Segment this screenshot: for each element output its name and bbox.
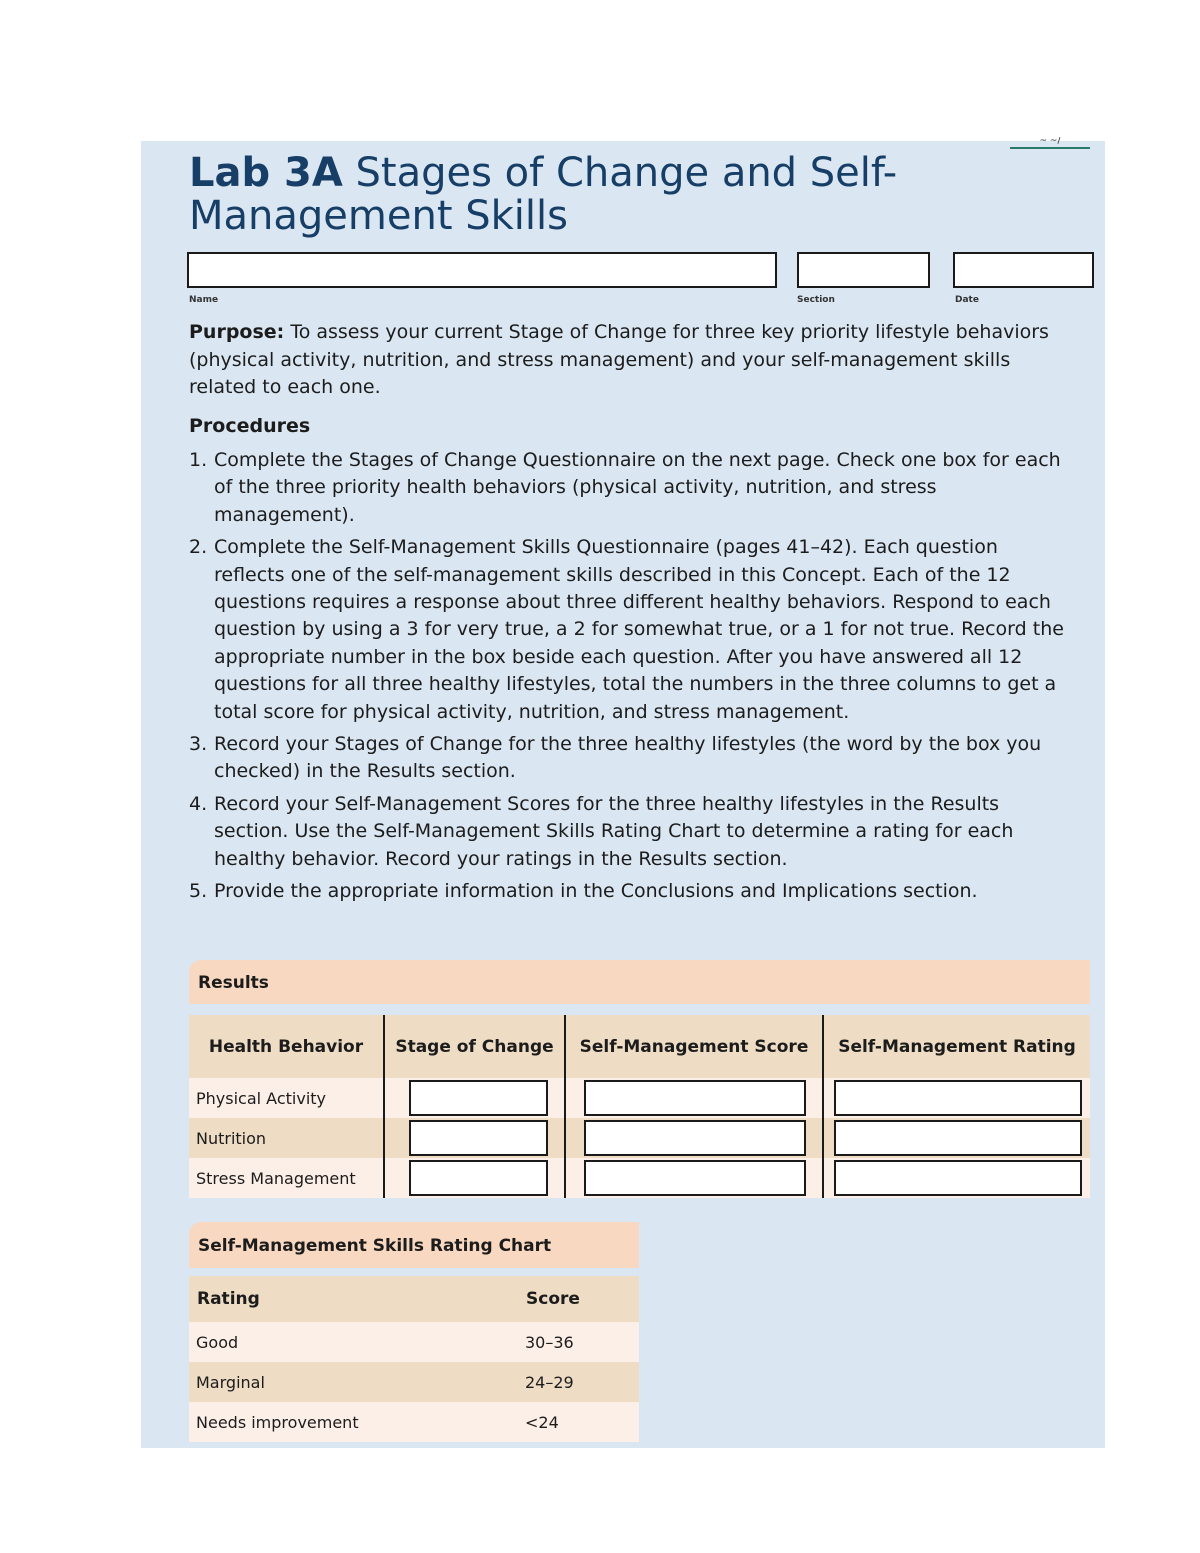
self-management-rating-input[interactable]: [834, 1160, 1082, 1196]
page-title: [189, 152, 1069, 238]
score-cell: <24: [518, 1402, 639, 1442]
self-management-score-input[interactable]: [584, 1080, 806, 1116]
procedure-step: 2. Complete the Self-Management Skills Questionnaire (pages 41–42). Each question reflects one of the self-management skills described in this Concept. Each of the 12 questions requires a response about three different healthy behaviors. Respond to each question by using a 3 for very true, a 2 for somewhat true, or a 1 for not true. Record the appropriate number in the box beside each question. After you have answered all 12 questions for all three healthy lifestyles, total the numbers in the three columns to get a total score for physical activity, nutrition, and stress management.: [189, 536, 1064, 723]
procedure-step-text: Complete the Self-Management Skills Questionnaire (pages 41–42). Each question reflects one of the self-management skills described in this Concept. Each of the 12 questions requires a response about three different healthy behaviors. Respond to each question by using a 3 for very true, a 2 for somewhat true, or a 1 for not true. Record the appropriate number in the box beside each question. After you have answered all 12 questions for all three healthy lifestyles, total the numbers in the three columns to get a total score for physical activity, nutrition, and stress management.: [214, 536, 1064, 723]
procedures-list: [189, 447, 1069, 911]
results-heading: Results: [189, 960, 1090, 1004]
col-self-management-score: Self-Management Score: [565, 1015, 823, 1078]
stage-of-change-input[interactable]: [409, 1120, 548, 1156]
results-header-row: [189, 1015, 1090, 1078]
self-management-rating-input[interactable]: [834, 1080, 1082, 1116]
procedure-step-text: Record your Stages of Change for the three healthy lifestyles (the word by the box you checked) in the Results section.: [214, 733, 1042, 783]
table-row: [189, 1078, 1090, 1118]
page-corner-mark: ~ ~/: [1010, 137, 1090, 149]
col-rating: Rating: [189, 1276, 518, 1322]
self-management-rating-input[interactable]: [834, 1120, 1082, 1156]
name-input[interactable]: [187, 252, 777, 288]
table-row: [189, 1118, 1090, 1158]
name-label: Name: [189, 295, 219, 305]
rating-cell: Good: [189, 1322, 518, 1362]
col-stage-of-change: Stage of Change: [384, 1015, 565, 1078]
purpose-label: Purpose:: [189, 321, 285, 343]
results-table: [189, 1015, 1090, 1198]
rating-chart-table: [189, 1276, 639, 1442]
purpose-paragraph: [189, 319, 1069, 402]
behavior-label: Physical Activity: [189, 1078, 384, 1118]
rating-chart-heading: Self-Management Skills Rating Chart: [189, 1222, 639, 1268]
col-self-management-rating: Self-Management Rating: [823, 1015, 1090, 1078]
col-score: Score: [518, 1276, 639, 1322]
date-input[interactable]: [953, 252, 1094, 288]
lab-title: Stages of Change and Self-Management Skills: [189, 150, 898, 239]
lab-number: Lab 3A: [189, 150, 343, 196]
behavior-label: Stress Management: [189, 1158, 384, 1198]
table-row: [189, 1322, 639, 1362]
table-row: [189, 1362, 639, 1402]
procedure-step-text: Provide the appropriate information in the Conclusions and Implications section.: [214, 880, 978, 903]
self-management-score-input[interactable]: [584, 1160, 806, 1196]
procedure-step: 5. Provide the appropriate information in the Conclusions and Implications section.: [189, 880, 978, 903]
rating-cell: Marginal: [189, 1362, 518, 1402]
self-management-score-input[interactable]: [584, 1120, 806, 1156]
section-label: Section: [797, 295, 835, 305]
procedure-step: 4. Record your Self-Management Scores for the three healthy lifestyles in the Results section. Use the Self-Management Skills Rating Chart to determine a rating for each healthy behavior. Record your ratings in the Results section.: [189, 792, 1014, 870]
stage-of-change-input[interactable]: [409, 1160, 548, 1196]
rating-cell: Needs improvement: [189, 1402, 518, 1442]
stage-of-change-input[interactable]: [409, 1080, 548, 1116]
table-row: [189, 1158, 1090, 1198]
procedures-heading: Procedures: [189, 415, 311, 437]
procedure-step: 3. Record your Stages of Change for the three healthy lifestyles (the word by the box you checked) in the Results section.: [189, 733, 1042, 783]
col-health-behavior: Health Behavior: [189, 1015, 384, 1078]
score-cell: 24–29: [518, 1362, 639, 1402]
rating-chart-header-row: [189, 1276, 639, 1322]
score-cell: 30–36: [518, 1322, 639, 1362]
table-row: [189, 1402, 639, 1442]
procedure-step-text: Complete the Stages of Change Questionnaire on the next page. Check one box for each of the three priority health behaviors (physical activity, nutrition, and stress management).: [214, 449, 1061, 526]
purpose-text: To assess your current Stage of Change for three key priority lifestyle behaviors (physical activity, nutrition, and stress management) and your self-management skills related to each one.: [189, 321, 1049, 398]
behavior-label: Nutrition: [189, 1118, 384, 1158]
procedure-step-text: Record your Self-Management Scores for the three healthy lifestyles in the Results section. Use the Self-Management Skills Rating Chart to determine a rating for each healthy behavior. Record your ratings in the Results section.: [214, 792, 1014, 870]
procedure-step: 1. Complete the Stages of Change Questionnaire on the next page. Check one box for each of the three priority health behaviors (physical activity, nutrition, and stress management).: [189, 449, 1061, 526]
date-label: Date: [955, 295, 979, 305]
section-input[interactable]: [797, 252, 930, 288]
